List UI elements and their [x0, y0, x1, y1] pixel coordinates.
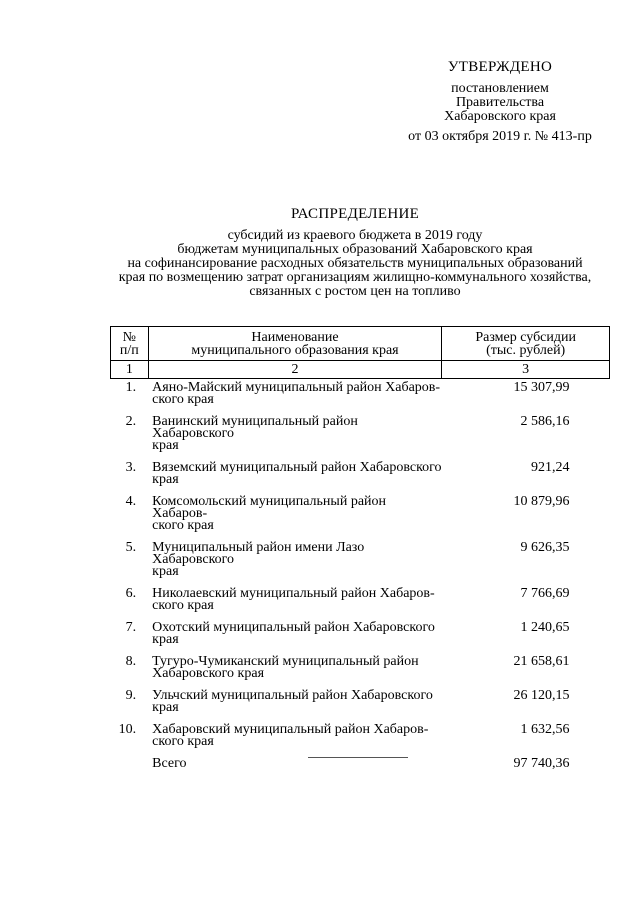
row-amount: 9 626,35	[520, 540, 570, 555]
row-municipality	[148, 539, 442, 585]
row-municipality	[148, 413, 442, 459]
approval-stamp	[388, 58, 612, 144]
row-municipality	[148, 459, 442, 493]
approval-line: постановлением	[451, 81, 549, 96]
row-amount: 921,24	[531, 460, 570, 475]
table-header-row	[111, 327, 610, 361]
row-municipality-line: края	[152, 632, 179, 647]
row-municipality-line: ского края	[152, 598, 214, 613]
row-number: 6.	[125, 586, 137, 601]
row-number: 9.	[125, 688, 137, 703]
approval-line: Хабаровского края	[444, 109, 556, 124]
table-row	[111, 539, 610, 585]
row-municipality-line: Тугуро-Чумиканский муниципальный район	[152, 654, 419, 669]
row-municipality-line: Аяно-Майский муниципальный район Хабаров-	[152, 380, 441, 395]
total-amount: 97 740,36	[513, 756, 570, 771]
row-municipality-line: ского края	[152, 392, 214, 407]
table-row	[111, 721, 610, 755]
header-name-line: муниципального образования края	[191, 342, 399, 358]
header-amount-line: (тыс. рублей)	[486, 342, 566, 358]
table-row	[111, 619, 610, 653]
row-municipality-line: Ванинский муниципальный район Хабаровского	[152, 414, 358, 441]
row-municipality	[148, 493, 442, 539]
row-number: 7.	[125, 620, 137, 635]
title-subline: связанных с ростом цен на топливо	[249, 284, 461, 299]
row-amount: 21 658,61	[513, 654, 570, 669]
row-municipality-line: ского края	[152, 734, 214, 749]
row-municipality-line: края	[152, 700, 179, 715]
title-subline: субсидий из краевого бюджета в 2019 году	[227, 228, 483, 243]
row-amount: 7 766,69	[520, 586, 570, 601]
row-municipality	[148, 687, 442, 721]
document-title-block	[100, 205, 610, 299]
table-row	[111, 459, 610, 493]
row-number: 5.	[125, 540, 137, 555]
total-number-cell	[111, 755, 149, 777]
column-number: 2	[148, 361, 442, 379]
row-amount: 1 240,65	[520, 620, 570, 635]
distribution-table	[110, 326, 610, 777]
row-municipality-line: Хабаровского края	[152, 666, 265, 681]
approval-line: Правительства	[455, 95, 545, 110]
column-number: 1	[111, 361, 149, 379]
header-number-line: п/п	[119, 342, 139, 358]
end-separator-line	[308, 757, 408, 758]
row-amount: 10 879,96	[513, 494, 570, 509]
row-municipality	[148, 585, 442, 619]
total-label: Всего	[152, 756, 187, 771]
title-subline: бюджетам муниципальных образований Хабаровского края	[177, 242, 533, 257]
row-municipality-line: Охотский муниципальный район Хабаровского	[152, 620, 435, 635]
table-row	[111, 379, 610, 414]
header-number-line: №	[122, 329, 137, 345]
row-number: 3.	[125, 460, 137, 475]
title-subline: на софинансирование расходных обязательств муниципальных образований	[127, 256, 583, 271]
row-number: 8.	[125, 654, 137, 669]
row-number: 1.	[125, 380, 137, 395]
row-amount: 15 307,99	[513, 380, 570, 395]
row-amount: 26 120,15	[513, 688, 570, 703]
header-amount-line: Размер субсидии	[475, 329, 576, 345]
row-number: 10.	[118, 722, 137, 737]
total-row	[111, 755, 610, 777]
row-municipality-line: ского края	[152, 518, 214, 533]
title-subline: края по возмещению затрат организациям жилищно-коммунального хозяйства,	[118, 270, 592, 285]
table-row	[111, 687, 610, 721]
table-row	[111, 493, 610, 539]
row-municipality	[148, 721, 442, 755]
column-number-row	[111, 361, 610, 379]
row-municipality	[148, 379, 442, 414]
row-municipality-line: Вяземский муниципальный район Хабаровского	[152, 460, 442, 475]
row-municipality-line: края	[152, 472, 179, 487]
approval-date-line: от 03 октября 2019 г. № 413-пр	[408, 129, 592, 144]
document-title: РАСПРЕДЕЛЕНИЕ	[290, 206, 420, 222]
header-name-line: Наименование	[251, 329, 339, 345]
row-municipality-line: Комсомольский муниципальный район Хабаров-	[152, 494, 387, 521]
table-row	[111, 585, 610, 619]
table-row	[111, 653, 610, 687]
row-number: 2.	[125, 414, 137, 429]
table-row	[111, 413, 610, 459]
row-municipality-line: Муниципальный район имени Лазо Хабаровского	[152, 540, 365, 567]
row-municipality	[148, 619, 442, 653]
row-municipality-line: края	[152, 564, 179, 579]
header-amount	[442, 327, 610, 361]
row-number: 4.	[125, 494, 137, 509]
approval-heading: УТВЕРЖДЕНО	[447, 59, 553, 75]
row-municipality-line: Николаевский муниципальный район Хабаров-	[152, 586, 435, 601]
row-municipality-line: края	[152, 438, 179, 453]
row-amount: 1 632,56	[520, 722, 570, 737]
column-number: 3	[442, 361, 610, 379]
header-name	[148, 327, 442, 361]
row-municipality	[148, 653, 442, 687]
row-municipality-line: Ульчский муниципальный район Хабаровского	[152, 688, 433, 703]
row-municipality-line: Хабаровский муниципальный район Хабаров-	[152, 722, 429, 737]
row-amount: 2 586,16	[520, 414, 570, 429]
header-number	[111, 327, 149, 361]
